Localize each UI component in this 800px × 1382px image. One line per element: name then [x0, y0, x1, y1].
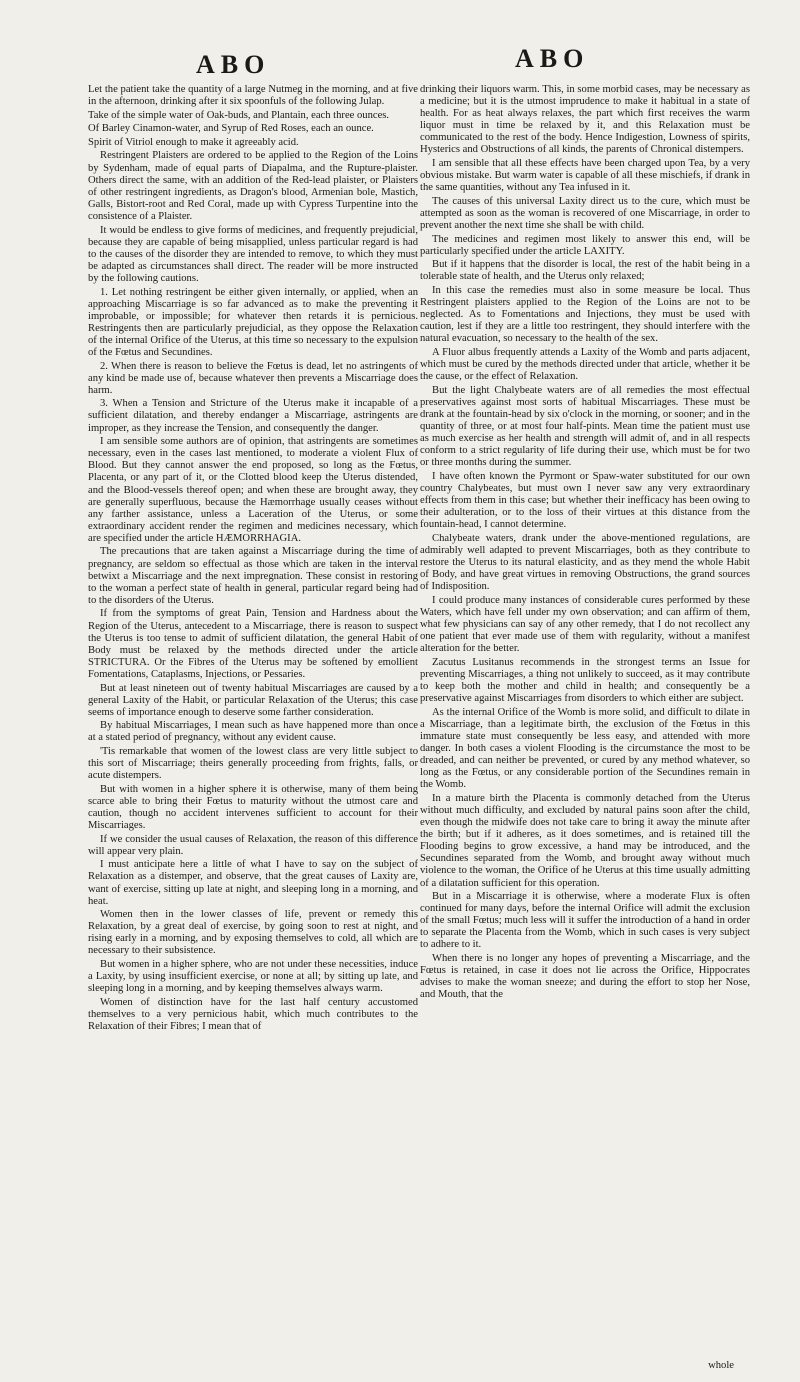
- paragraph: 2. When there is reason to believe the Fœtus is dead, let no astringents of any kind be made use of, because whatever then prevents a Miscarriage does harm.: [88, 360, 418, 396]
- paragraph: As the internal Orifice of the Womb is more solid, and difficult to dilate in a Miscarriage, than a legitimate birth, the exclusion of the Fœtus in this immature state must consequently be less easy, and attended with more danger. In both cases a violent Flooding is the circumstance the most to be dreaded, and can neither be prevented, or cured by any method whatever, so long as the Fœtus, or any considerable portion of the Secundines remain in the Womb.: [420, 706, 750, 791]
- paragraph: Of Barley Cinamon-water, and Syrup of Red Roses, each an ounce.: [88, 123, 374, 135]
- paragraph: drinking their liquors warm. This, in some morbid cases, may be necessary as a medicine; but it is the utmost imprudence to make it habitual in a state of health. For as heat always relaxes, the part which first receives the warm liquor must in time be relaxed by it, and this Relaxation must be communicated to the rest of the body. Hence Indigestion, Lowness of spirits, Hysterics and Obstructions of all kinds, the parents of Chronical distempers.: [420, 84, 750, 156]
- paragraph: But women in a higher sphere, who are not under these necessities, induce a Laxity, by using insufficient exercise, or none at all; by sitting up late, and sleeping long in a morning, and by keeping themselves always warm.: [88, 959, 418, 995]
- paragraph: Restringent Plaisters are ordered to be applied to the Region of the Loins by Sydenham, made of equal parts of Diapalma, and the Rupture-plaister. Others direct the same, with an addition of the Red-lead plaister, or Plaisters of other restringent ingredients, as Dragon's blood, Armenian bole, Mastich, Galls, Bistort-root and Red Coral, made up with Cypress Turpentine into the consistence of a Plaister.: [88, 150, 418, 222]
- paragraph: 'Tis remarkable that women of the lowest class are very little subject to this sort of Miscarriage; theirs generally proceeding from frights, falls, or acute distempers.: [88, 745, 418, 782]
- paragraph: Zacutus Lusitanus recommends in the strongest terms an Issue for preventing Miscarriages, a thing not unlikely to succeed, as it may contribute to keep both the mother and child in health; and consequently be a preservative against Miscarriages from disorders to which either are subject.: [420, 656, 750, 705]
- paragraph: But if it happens that the disorder is local, the rest of the habit being in a tolerable state of health, and the Uterus only relaxed;: [420, 259, 750, 283]
- paragraph: Spirit of Vitriol enough to make it agreeably acid.: [88, 136, 299, 148]
- paragraph: Women of distinction have for the last half century accustomed themselves to a very pernicious habit, which much contributes to the Relaxation of their Fibres; I mean that of: [88, 996, 418, 1033]
- paragraph: I could produce many instances of considerable cures performed by these Waters, which have fell under my own observation; and can affirm of them, what few physicians can say of any other remedy, that I do not recollect any one patient that ever made use of them with regularity, without a manifest alteration for the better.: [420, 594, 750, 655]
- paragraph: The medicines and regimen most likely to answer this end, will be particularly specified under the article LAXITY.: [420, 233, 750, 257]
- right-column: [420, 84, 750, 1003]
- paragraph: But the light Chalybeate waters are of all remedies the most effectual preservatives against most sorts of habitual Miscarriages. These must be drank at the fountain-head by six o'clock in the morning, or sooner; and in the quantity of three, or at most four half-pints. Mean time the patient must use as much exercise as her health and strength will admit of, and in all respects conform to a strict regularity of life during their use, which must be for two or three months during the summer.: [420, 384, 750, 469]
- paragraph: Women then in the lower classes of life, prevent or remedy this Relaxation, by a great deal of exercise, by going soon to rest at night, and rising early in a morning, and by exposing themselves to cold, all which are necessary to their subsistence.: [88, 909, 418, 957]
- catchword: whole: [708, 1360, 734, 1371]
- paragraph: Take of the simple water of Oak-buds, and Plantain, each three ounces.: [88, 109, 390, 121]
- paragraph: But at least nineteen out of twenty habitual Miscarriages are caused by a general Laxity of the Habit, or particular Relaxation of the Uterus; this case seems of importance enough to deserve some farther consideration.: [88, 682, 418, 718]
- paragraph: But in a Miscarriage it is otherwise, where a moderate Flux is often continued for many days, before the internal Orifice will admit the exclusion of the small Fœtus; much less will it suffer the introduction of a hand in order to separate the Placenta from the Womb, which in such cases is very subject to adhere to it.: [420, 891, 750, 951]
- paragraph: It would be endless to give forms of medicines, and frequently prejudicial, because they are capable of being misapplied, unless particular regard is had to the causes of the disorder they are intended to remove, to which they must be adapted as circumstances shall direct. The reader will be more instructed by the following cautions.: [88, 224, 418, 284]
- paragraph: Let the patient take the quantity of a large Nutmeg in the morning, and at five in the afternoon, drinking after it six spoonfuls of the following Julap.: [88, 84, 418, 108]
- paragraph: In a mature birth the Placenta is commonly detached from the Uterus without much difficulty, and excluded by natural pains soon after the child, even though the midwife does not take care to bring it away the minute after the birth; but if it adheres, as it does sometimes, and is retained till the Flooding begins to grow excessive, a hand may be introduced, and the Secundines separated from the Womb, and brought away without much violence to the woman, the Orifice of he Uterus at this time usually admitting of a dilatation sufficient for this operation.: [420, 792, 750, 889]
- paragraph: I am sensible that all these effects have been charged upon Tea, by a very obvious mistake. But warm water is capable of all these mischiefs, if drank in the same quantities, without any Tea infused in it.: [420, 158, 750, 194]
- paragraph: A Fluor albus frequently attends a Laxity of the Womb and parts adjacent, which must be cured by the methods directed under that article, whether it be the cause, or the effect of Relaxation.: [420, 346, 750, 383]
- paragraph: I must anticipate here a little of what I have to say on the subject of Relaxation as a distemper, and observe, that the great causes of Laxity are, want of exercise, sitting up late at night, and sleeping long in a morning, and heat.: [88, 859, 418, 907]
- paragraph: I am sensible some authors are of opinion, that astringents are sometimes necessary, even in the cases last mentioned, to moderate a violent Flux of Blood. But they cannot answer the end proposed, so long as the Fœtus, Placenta, or any part of it, or the Clotted blood keep the Uterus distended, and the Blood-vessels thereof open; and when these are brought away, they are generally superfluous, because the Hæmorrhage usually ceases without any farther assistance, unless a Laceration of the Uterus, or some extraordinary accident render the regimen and medicines necessary, which are specified under the article HÆMORRHAGIA.: [88, 436, 418, 544]
- running-head-left: ABO: [196, 50, 271, 79]
- paragraph: But with women in a higher sphere it is otherwise, many of them being scarce able to bring their Fœtus to maturity without the utmost care and caution, though no accident intervenes sufficient to account for their Miscarriages.: [88, 783, 418, 832]
- paragraph: 3. When a Tension and Stricture of the Uterus make it incapable of a sufficient dilatation, and thereby endanger a Miscarriage, astringents are improper, as they increase the Tension, and consequently the danger.: [88, 398, 418, 434]
- paragraph: The causes of this universal Laxity direct us to the cure, which must be attempted as soon as the woman is recovered of one Miscarriage, in order to prevent another the next time she shall be with child.: [420, 195, 750, 232]
- paragraph: If from the symptoms of great Pain, Tension and Hardness about the Region of the Uterus, antecedent to a Miscarriage, there is reason to suspect the Uterus is too tense to admit of sufficient dilatation, the general Habit of Body must be relaxed by the methods directed under the article STRICTURA. Or the Fibres of the Uterus may be softened by emollient Fomentations, Cataplasms, Injections, or Pessaries.: [88, 608, 418, 680]
- running-head-right: ABO: [515, 44, 590, 73]
- paragraph: Chalybeate waters, drank under the above-mentioned regulations, are admirably well adapted to prevent Miscarriages, both as they contribute to restore the Uterus to its natural elasticity, and as they mend the whole Habit of Body, and have great virtues in removing Obstructions, the grand sources of Indisposition.: [420, 532, 750, 593]
- paragraph: The precautions that are taken against a Miscarriage during the time of pregnancy, are seldom so effectual as those which are taken in the interval betwixt a Miscarriage and the next impregnation. These consist in restoring to the woman a perfect state of health in general, particular regard being had to the disorders of the Uterus.: [88, 546, 418, 606]
- paragraph: By habitual Miscarriages, I mean such as have happened more than once at a stated period of pregnancy, without any evident cause.: [88, 720, 418, 744]
- paragraph: I have often known the Pyrmont or Spaw-water substituted for our own country Chalybeates, but must own I never saw any very extraordinary effects from them in this case; but whether their inefficacy has been owing to their adulteration, or to the loss of their virtues at this distance from the fountain-head, I cannot determine.: [420, 470, 750, 531]
- paragraph: In this case the remedies must also in some measure be local. Thus Restringent plaisters applied to the Region of the Loins are not to be neglected. As to Fomentations and Injections, they must be used with caution, lest if they are a little too restringent, they should interfere with the natural evacuation, so necessary to the health of the sex.: [420, 285, 750, 345]
- paragraph: If we consider the usual causes of Relaxation, the reason of this difference will appear very plain.: [88, 833, 418, 857]
- left-column: [88, 84, 418, 1035]
- paragraph: When there is no longer any hopes of preventing a Miscarriage, and the Fœtus is retained, in case it does not lie across the Orifice, Hippocrates advises to make the woman sneeze; and during the effort to stop her Nose, and Mouth, that the: [420, 953, 750, 1001]
- paragraph: 1. Let nothing restringent be either given internally, or applied, when an approaching Miscarriage is so far advanced as to make the preventing it improbable, or impossible; for whatever then retards it is pernicious. Restringents then are particularly prejudicial, as they oppose the Relaxation of the internal Orifice of the Uterus, at this time so necessary to the expulsion of the Fœtus and Secundines.: [88, 286, 418, 358]
